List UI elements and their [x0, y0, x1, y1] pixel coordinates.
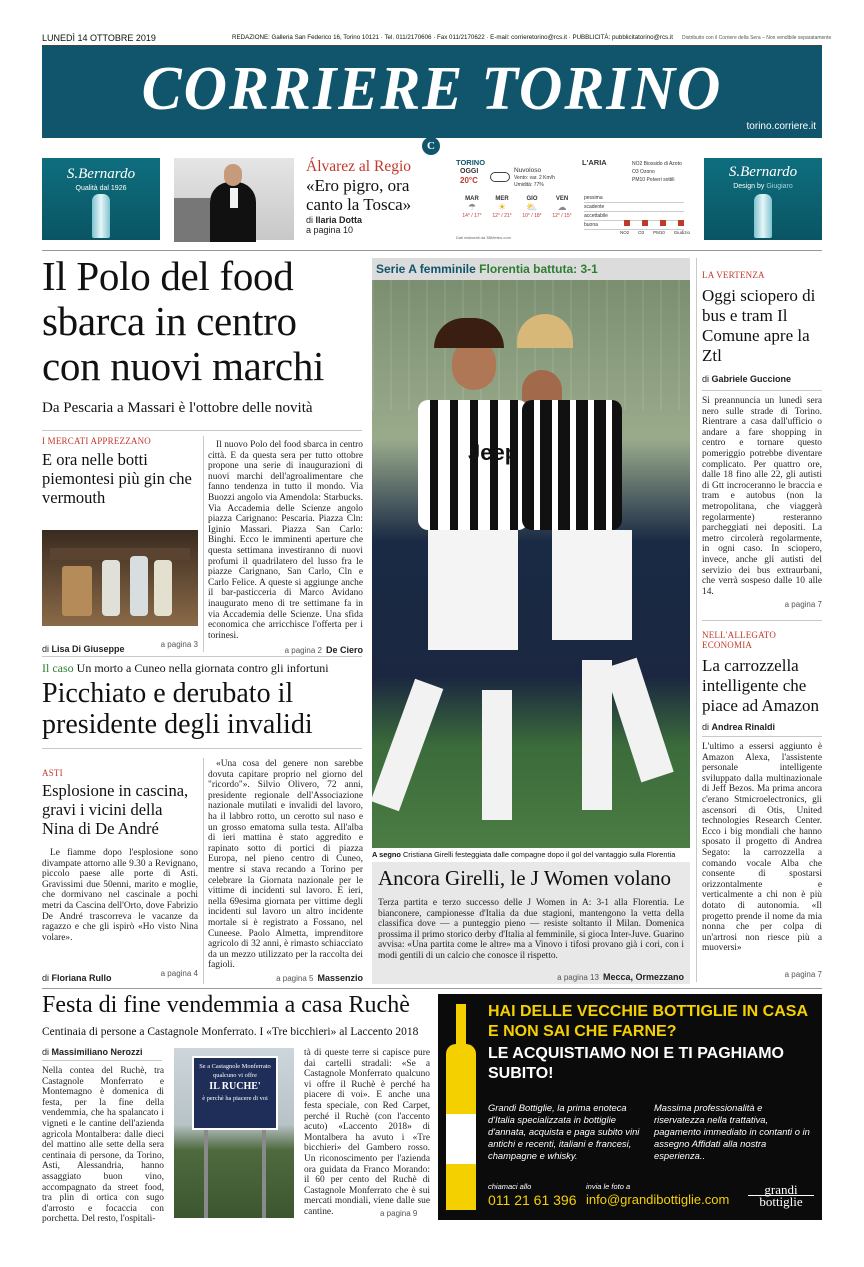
feature-authors: Mecca, Ormezzano	[602, 972, 684, 982]
air-quality-box	[582, 158, 690, 242]
masthead-title: CORRIERE TORINO	[141, 53, 723, 123]
teaser-title: Álvarez al Regio	[306, 158, 412, 175]
feature-tag: Serie A femminile	[376, 262, 476, 276]
grandi-bottiglie-logo: grandi bottiglie	[748, 1184, 814, 1214]
weather-wind: Vento: var. 2 Km/h	[514, 175, 555, 181]
air-levels: pessima scadente accettabile buona	[584, 194, 684, 230]
wine-page[interactable]: a pagina 9	[380, 1209, 418, 1218]
website-link[interactable]: torino.corriere.it	[746, 121, 816, 132]
amazon-body: L'ultimo a essersi aggiunto è Amazon Alexa, l'assistente personale intelligente sviluppato dalla multinazionale di Jeff Bezos. Ma prima ancora c'erano Stmicroelectronics, gli ascensori di Otis, United technologies Research Center. Ecco i big mondiali che hanno sposato il progetto di Andrea Segato: la carrozzella a comando vocale Alba che consente di spostarsi orizzontalmente e verticalmente a chi non è più dotato di autonomia. «Il progetto prende il nome da mia nonna che per colpa di un'artrosi non riesce più a muoversi»	[702, 742, 822, 954]
wine-author: Massimiliano Nerozzi	[51, 1047, 143, 1057]
forecast-days	[456, 196, 578, 232]
feature-tag-extra: Florentia battuta: 3-1	[479, 262, 598, 276]
sbernardo-ad-left[interactable]	[42, 158, 160, 240]
sbernardo-tagline: Qualità dal 1926	[75, 185, 127, 192]
gin-page[interactable]: a pagina 3	[160, 640, 198, 649]
wine-bottle-icon	[446, 1004, 476, 1210]
lead-page[interactable]: a pagina 2	[284, 646, 322, 655]
wine-subhead: Centinaia di persone a Castagnole Monferrato. I «Tre bicchieri» al Laccento 2018	[42, 1026, 419, 1038]
strike-title: Oggi sciopero di bus e tram Il Comune apre la Ztl	[702, 286, 816, 365]
weather-today-label: OGGI	[460, 168, 479, 175]
distribution-note: Distribuito con il Corriere della Sera – Non vendibile separatamente	[682, 35, 832, 41]
water-bottle-icon	[92, 194, 110, 238]
asti-story[interactable]	[42, 768, 198, 984]
asti-title: Esplosione in cascina, gravi i vicini della Nina di De André	[42, 781, 189, 838]
sun-icon: ☀	[497, 202, 507, 212]
cuneo-page[interactable]: a pagina 5	[276, 974, 314, 983]
forecast-day: VEN ☁ 12° / 15°	[548, 196, 576, 219]
gin-bottles-photo	[42, 530, 198, 626]
wine-body-1: Nella contea del Ruchè, tra Castagnole Monferrato e Montemagno è domenica di festa, per la fine della vendemmia, che ha spalancato i vigneti e le cantine dell'azienda agricola Montalbera: dalle dieci del mattino alle sette della sera centinaia di persone, da Torino, Asti, Alessandria, hanno assaggiato buon vino, accompagnato da street food, tra plin di ortica con sugo d'arrosto e focaccia con porchetta. Del resto, l'ospitali-	[42, 1066, 164, 1225]
cloud-icon: ☁	[557, 202, 567, 212]
grandi-bottiglie-ad[interactable]	[438, 994, 822, 1220]
feature-caption-line	[372, 850, 690, 859]
feature-headline: Ancora Girelli, le J Women volano	[378, 866, 672, 890]
teaser-box[interactable]	[306, 158, 446, 242]
issue-date: LUNEDÌ 14 OTTOBRE 2019	[42, 33, 156, 43]
sbernardo-brand: S.Bernardo	[728, 164, 798, 180]
asti-author: Floriana Rullo	[51, 973, 112, 983]
caption-label: A segno	[372, 850, 401, 859]
strike-body: Si preannuncia un lunedì sera nero sulle strade di Torino. Rientrare a casa dall'ufficio o andare a fare shopping in centro e tornare questo pomeriggio potrebbe diventare complicato. Per quattro ore, dalle 18 fino alle 22, gli autisti di Gtt incroceranno le braccia e tram e autobus (non la metropolitana, che viaggerà regolarmente) resteranno parcheggiati nei depositi. La metro circolerà regolarmente, in ogni caso. In sciopero, invece, anche gli autisti del servizio dei bus extraurbani, che verrà sospeso dalle 10 alle 14.	[702, 396, 822, 597]
air-axis: NO2 O3 PM10 Giudizio	[620, 230, 690, 235]
strike-author: Gabriele Guccione	[711, 374, 792, 384]
weather-box	[456, 158, 578, 242]
asti-kicker: ASTI	[42, 768, 63, 778]
weather-source: Dati elaborati da 3BMeteo.com	[456, 235, 511, 240]
gin-author: Lisa Di Giuseppe	[51, 644, 125, 654]
amazon-title: La carrozzella intelligente che piace ad Amazon	[702, 656, 820, 715]
cuneo-kicker-line	[42, 661, 367, 676]
teaser-page: a pagina 10	[306, 225, 354, 235]
weather-humidity: Umidità: 77%	[514, 182, 544, 188]
asti-body: Le fiamme dopo l'esplosione sono divampate attorno alle 9.30 a Revignano, piccolo paese alle porte di Asti. Gravissimi due 50enni, marito e moglie, che dormivano nel cascinale a pochi metri da Cascina dell'Orto, dove Fabrizio De André trascorreva le vacanze da ragazzo e che gli ispirò «Ho visto Nina volare».	[42, 848, 198, 943]
amazon-author: Andrea Rinaldi	[711, 722, 776, 732]
ad-headline-white: LE ACQUISTIAMO NOI E TI PAGHIAMO SUBITO!	[488, 1045, 784, 1082]
teaser-by: di	[306, 215, 314, 225]
sun-cloud-icon: ⛅	[526, 202, 538, 212]
feature-article[interactable]	[372, 862, 690, 984]
masthead	[42, 46, 822, 138]
forecast-day: GIO ⛅ 10° / 18°	[518, 196, 546, 219]
designer-name: Giugiaro	[766, 183, 793, 190]
sbernardo-ad-right[interactable]	[704, 158, 822, 240]
top-bar	[42, 33, 832, 45]
ad-photo-label: invia le foto a	[586, 1182, 631, 1191]
design-by: Design by	[733, 183, 765, 190]
redazione-info: REDAZIONE: Galleria San Federico 16, Torino 10121 · Tel. 011/2170606 · Fax 011/2170622 · E-mail: corrieretorino@rcs.it · PUBBLICITÀ: pubblicitatorino@rcs.it	[232, 34, 673, 41]
ruche-sign-photo	[174, 1048, 294, 1218]
gin-title: E ora nelle botti piemontesi più gin che vermouth	[42, 450, 192, 507]
ad-headline-yellow: HAI DELLE VECCHIE BOTTIGLIE IN CASA E NON SAI CHE FARNE?	[488, 1003, 808, 1040]
amazon-kicker: NELL'ALLEGATO ECONOMIA	[702, 630, 777, 650]
strike-page[interactable]: a pagina 7	[784, 600, 822, 609]
air-legend: NO2 Biossido di Azoto O3 Ozono PM10 Polveri sottili	[632, 161, 682, 183]
jersey-sponsor: Jeep	[468, 440, 519, 465]
wine-by: di	[42, 1047, 50, 1057]
weather-condition: Nuvoloso	[514, 167, 542, 174]
teaser-quote: «Ero pigro, ora canto la Tosca»	[306, 176, 412, 214]
ad-col-1: Grandi Bottiglie, la prima enoteca d'Italia specializzata in bottiglie d'annata, acquista e paga subito vini antichi e recenti, italiani e francesi, champagne e whisky.	[488, 1102, 640, 1161]
gin-story[interactable]	[42, 436, 198, 652]
lead-subhead: Da Pescaria a Massari è l'ottobre delle novità	[42, 400, 313, 416]
corriere-c-icon: C	[422, 137, 440, 155]
ad-col-2: Massima professionalità e riservatezza nella trattativa, pagamento immediato in contanti o in assegno Affidati alla nostra esperienza..	[654, 1102, 810, 1161]
ad-email[interactable]: info@grandibottiglie.com	[586, 1192, 730, 1207]
asti-page[interactable]: a pagina 4	[160, 969, 198, 978]
cuneo-kicker: Il caso	[42, 661, 74, 675]
ad-phone[interactable]: 011 21 61 396	[488, 1192, 577, 1208]
cuneo-kicker-text: Un morto a Cuneo nella giornata contro gli infortuni	[76, 661, 329, 675]
forecast-day: MER ☀ 12° / 21°	[488, 196, 516, 219]
cuneo-headline[interactable]: Picchiato e derubato il presidente degli invalidi	[42, 678, 313, 740]
cuneo-author: Massenzio	[317, 973, 363, 983]
cuneo-body: «Una cosa del genere non sarebbe dovuta capitare proprio nel giorno del "ricordo"». Silvio Olivero, 72 anni, presidente regionale dell'Associazione nazionale mutilati e invalidi del lavoro, ha il labbro rotto, un cerotto sul naso e un grosso ematoma sulla testa. All'alba di ieri mattina è stato aggredito e rapinato sotto di portici di piazza Europa, nel pieno centro di Cuneo, mentre si stava recando a Torino per celebrare la Giornata nazionale per le vittime di incidenti sul lavoro. E ieri, nella 69esima giornata per vittime degli incidenti sul lavoro un altro incidente mortale si è registrato a Fossano, nel Cuneese. Paolo Almetta, imprenditore agricolo di 32 anni, è rimasto schiacciato da un mezzo utilizzato per la raccolta dei fagioli.	[208, 759, 363, 971]
forecast-day: MAR ☂ 14° / 17°	[458, 196, 486, 219]
gin-by: di	[42, 644, 50, 654]
ruche-road-sign: Se a Castagnole Monferrato qualcuno vi offre IL RUCHE' è perchè ha piacere di voi	[192, 1056, 278, 1130]
lead-body: Il nuovo Polo del food sbarca in centro città. E da questa sera per tutto ottobre propone una serie di inaugurazioni di nuovi marchi dell'agroalimentare che fanno tendenza in tutto il mondo. Via Buozzi angolo via Amendola: Starbucks. Via Accademia delle Scienze angolo piazza Carignano: Pescaria. Piazza Cln: Iginio Massari. Piazza San Carlo: Binghi. Ecco le imminenti aperture che questa settimana investiranno di nuovi profumi il quadrilatero del lusso fra le piazze Carignano, San Carlo, Cln e Carlo Felice. A queste si aggiunge anche il bar-pasticceria di Marco Avidano inaugurato meno di tre settimane fa in via Accademia delle Scienze. Una sfida economica che arricchisce l'offerta per i torinesi.	[208, 440, 363, 641]
rain-icon: ☂	[467, 202, 477, 212]
gin-kicker: I MERCATI APPREZZANO	[42, 436, 152, 446]
opera-singer-photo	[174, 158, 294, 240]
strike-story[interactable]	[702, 270, 822, 614]
amazon-by: di	[702, 722, 710, 732]
water-bottle-icon	[754, 194, 772, 238]
strike-by: di	[702, 374, 710, 384]
feature-body: Terza partita e terzo successo delle J Women in A: 3-1 alla Florentia. Le bianconere, campionesse d'Italia da due stagioni, mantengono la vetta della classifica dove — a punteggio pieno — resiste soltanto il Milan. Domenica prossima il primo storico derby d'Italia al femminile, si gioca Inter-Juve. Guarino avvisa: «Una partita come le altre» ma a Vinovo i tifosi provano già i cori, con i modi gentili di un calcio che conosce il rispetto.	[378, 898, 684, 961]
air-title: L'ARIA	[582, 158, 607, 167]
weather-today-temp: 20°C	[460, 176, 478, 185]
strike-kicker: LA VERTENZA	[702, 270, 765, 280]
lead-headline[interactable]: Il Polo del food sbarca in centro con nuovi marchi	[42, 253, 325, 389]
feature-page[interactable]: a pagina 13	[557, 973, 599, 982]
amazon-story[interactable]	[702, 630, 822, 982]
wine-headline[interactable]: Festa di fine vendemmia a casa Ruchè	[42, 992, 410, 1018]
sbernardo-brand: S.Bernardo	[66, 166, 136, 182]
asti-by: di	[42, 973, 50, 983]
juventus-photo	[372, 280, 690, 848]
feature-tag-bar	[372, 258, 690, 280]
weather-city: TORINO	[456, 158, 486, 167]
ad-call-label: chiamaci allo	[488, 1182, 532, 1191]
cloud-icon	[490, 172, 510, 182]
amazon-page[interactable]: a pagina 7	[784, 970, 822, 979]
feature-caption: Cristiana Girelli festeggiata dalle compagne dopo il gol del vantaggio sulla Florentia	[402, 850, 676, 859]
lead-author: De Ciero	[325, 645, 363, 655]
teaser-author: Ilaria Dotta	[315, 215, 363, 225]
wine-body-2: tà di queste terre si capisce pure dai cartelli stradali: «Se a Castagnole Monferrato qualcuno vi offre il Ruchè è perché ha piacere di voi». E anche una festa speciale, con Red Carpet, perché il Ruchè (con l'accento acuto) «Laccento 2018» di Montalbera ha avuto i «Tre bicchieri» del Gambero rosso. Un riconoscimento per l'azienda ora guidata da Franco Morando: il 60 per cento del Ruchè di Castagnole Monferrato che è sui mercati mondiali, viene dalle sue cantine.	[304, 1048, 430, 1217]
